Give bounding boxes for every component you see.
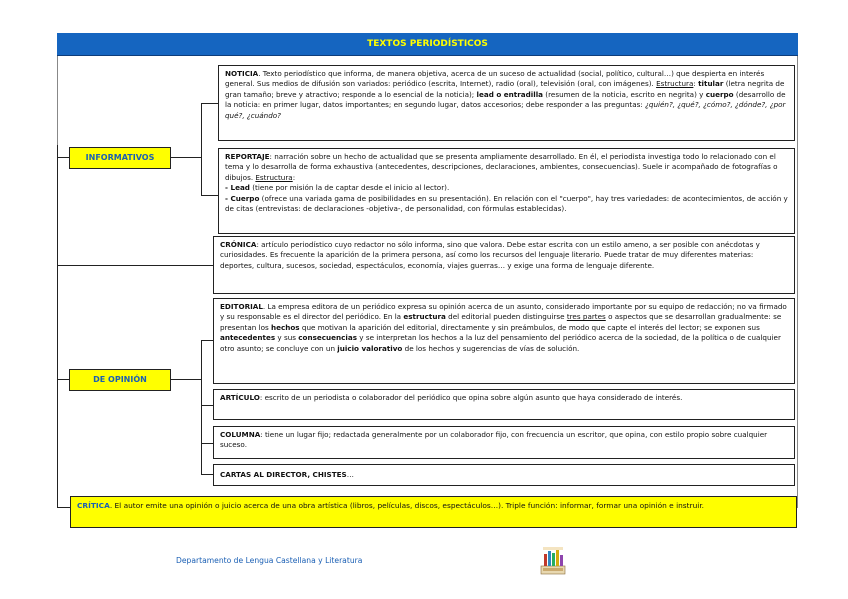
cronica-title: CRÓNICA <box>220 240 257 249</box>
connector-opinion-vertical <box>201 340 202 474</box>
connector-critica <box>57 507 70 508</box>
footer-department: Departamento de Lengua Castellana y Literatura <box>176 556 363 565</box>
cartas-title: CARTAS AL DIRECTOR, CHISTES <box>220 470 347 479</box>
articulo-title: ARTÍCULO <box>220 393 260 402</box>
noticia-title: NOTICIA <box>225 69 259 78</box>
page-title: TEXTOS PERIODÍSTICOS <box>57 33 798 56</box>
connector-left-vertical <box>57 145 58 507</box>
connector-noticia <box>201 103 218 104</box>
connector-informativos-right <box>171 157 201 158</box>
noticia-box: NOTICIA. Texto periodístico que informa, de manera objetiva, acerca de un suceso de actualidad (social, político, cultural…) que despierta en interés general. Sus medios de difusión son variados: periódico (escrita, Internet), radio (oral), televisión (oral, con imágenes). Estructura: titular (letra negrita de gran tamaño; breve y atractivo; responde a lo esencial de la noticia); lead o entradilla (resumen de la noticia, escrito en negrita) y cuerpo (desarrollo de la noticia: en primer lugar, datos importantes; en segundo lugar, datos accesorios; debe responder a las preguntas: ¿quién?, ¿qué?, ¿cómo?, ¿dónde?, ¿por qué?, ¿cuándo? <box>218 65 795 141</box>
connector-opinion-right <box>171 379 201 380</box>
connector-informativos <box>57 157 69 158</box>
connector-informativos-vertical <box>201 103 202 195</box>
editorial-title: EDITORIAL <box>220 302 263 311</box>
reportaje-box: REPORTAJE: narración sobre un hecho de actualidad que se presenta ampliamente desarrollado. En él, el periodista investiga todo lo relacionado con el tema y lo desarrolla de forma exhaustiva (antecedentes, descripciones, declaraciones, ambientes, consecuencias). Suele ir acompañado de fotografías o dibujos. Estructura: - Lead (tiene por misión la de captar desde el inicio al lector). - Cuerpo (ofrece una variada gama de posibilidades en su presentación). En relación con el "cuerpo", hay tres variedades: de acontecimientos, de acción y de citas (entrevistas: de declaraciones -objetiva-, de personalidad, con fórmulas establecidas). <box>218 148 795 234</box>
columna-box: COLUMNA: tiene un lugar fijo; redactada generalmente por un colaborador fijo, con frecuencia un escritor, que opina, con estilo propio sobre cualquier suceso. <box>213 426 795 459</box>
connector-columna <box>201 443 213 444</box>
columna-title: COLUMNA <box>220 430 261 439</box>
connector-articulo <box>201 405 213 406</box>
connector-reportaje <box>201 195 218 196</box>
editorial-box: EDITORIAL. La empresa editora de un periódico expresa su opinión acerca de un asunto, considerado importante por su equipo de redacción; no va firmado y su responsable es el director del periódico. En la estructura del editorial pueden distinguirse tres partes o aspectos que se desarrollan gradualmente: se presentan los hechos que motivan la aparición del editorial, directamente y sin preámbulos, de modo que capte el interés del lector; se exponen sus antecedentes y sus consecuencias y se interpretan los hechos a la luz del pensamiento del periódico acerca de la sociedad, de la política o de cualquier otro asunto; se concluye con un juicio valorativo de los hechos y sugerencias de vías de solución. <box>213 298 795 384</box>
critica-box: CRÍTICA. El autor emite una opinión o juicio acerca de una obra artística (libros, películas, discos, espectáculos…). Triple función: informar, formar una opinión e instruir. <box>70 496 797 528</box>
connector-opinion <box>57 379 69 380</box>
noticia-estructura: Estructura <box>656 79 694 89</box>
critica-title: CRÍTICA <box>77 501 110 510</box>
books-logo-icon <box>540 546 566 576</box>
connector-cartas <box>201 474 213 475</box>
cronica-box: CRÓNICA: artículo periodístico cuyo redactor no sólo informa, sino que valora. Debe estar escrita con un estilo ameno, a ser posible con anécdotas y curiosidades. Es frecuente la aparición de la primera persona, así como los recursos del lenguaje literario. Puede tratar de muy diferentes materias: deportes, cultura, sucesos, sociedad, espectáculos, economía, viajes guerras… y exige una forma de lenguaje diferente. <box>213 236 795 294</box>
category-informativos: INFORMATIVOS <box>69 147 171 169</box>
connector-cronica <box>57 265 213 266</box>
reportaje-title: REPORTAJE <box>225 152 270 161</box>
noticia-questions: ¿quién?, ¿qué?, ¿cómo?, ¿dónde?, ¿por qué?, ¿cuándo? <box>225 100 786 120</box>
category-de-opinion: DE OPINIÓN <box>69 369 171 391</box>
connector-editorial <box>201 340 213 341</box>
articulo-box: ARTÍCULO: escrito de un periodista o colaborador del periódico que opina sobre algún asunto que haya considerado de interés. <box>213 389 795 420</box>
cartas-box: CARTAS AL DIRECTOR, CHISTES… <box>213 464 795 486</box>
